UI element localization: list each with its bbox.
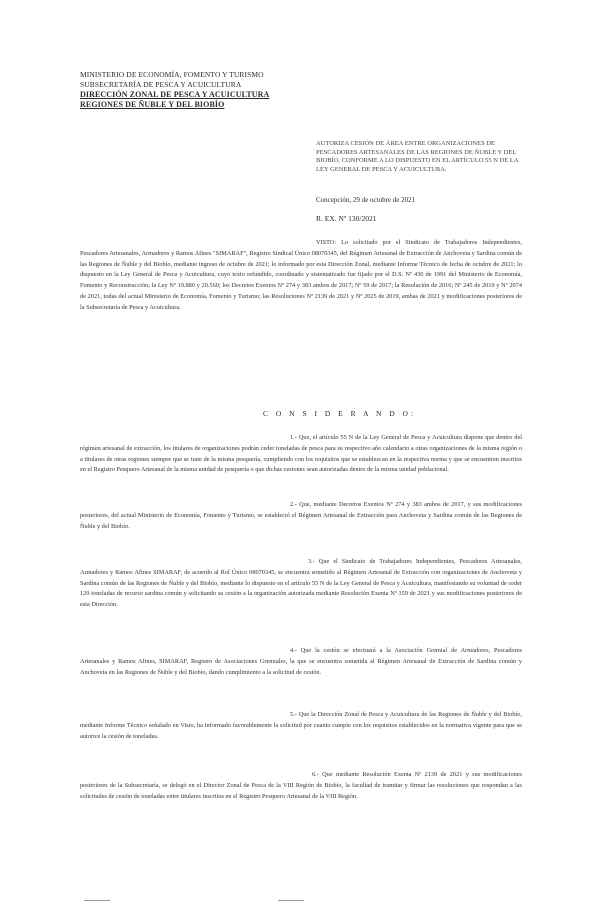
subsecretariat-line: SUBSECRETARÍA DE PESCA Y ACUICULTURA [80, 80, 242, 89]
visto-paragraph: VISTO: Lo solicitado por el Sindicato de Trabajadores Independientes, Pescadores Artesanales, Armadores y Ramos Afines "SIMARAF", Registro Sindical Único 08070345, del Régimen Artesanal de Extracción de Anchoveta y Sardina común de las Regiones de Ñuble y del Biobío, mediante ingreso de octubre de 2021; lo informado por esta Dirección Zonal, mediante Informe Técnico de fecha de octubre de 2021; lo dispuesto en la Ley General de Pesca y Acuicultura, cuyo texto refundido, coordinado y sistematizado fue fijado por el D.S. Nº 430 de 1991 del Ministerio de Economía, Fomento y Reconstrucción; la Ley Nº 19.880 y 20.560; los Decretos Exentos Nº 274 y 383 ambos de 2017; Nº 59 de 2017; la Resolución de 2016; Nº 245 de 2019 y Nº 2074 de 2021, todas del actual Ministerio de Economía, Fomento y Turismo; las Resoluciones Nº 2139 de 2021 y Nº 2025 de 2019, ambas de 2021 y modificaciones posteriores de la Subsecretaría de Pesca y Acuicultura. [80, 239, 522, 311]
footer-mark-center [278, 900, 304, 901]
regions-line: REGIONES DE ÑUBLE Y DEL BIOBÍO [80, 100, 225, 109]
letterhead [80, 70, 310, 113]
ministry-line: MINISTERIO DE ECONOMÍA, FOMENTO Y TURISMO [80, 70, 264, 79]
considerando-paragraph-1: 1.- Que, el artículo 55 N de la Ley General de Pesca y Acuicultura dispone que dentro del régimen artesanal de extracción, los titulares de organizaciones podrán ceder toneladas de pesca para su respectivo año calendario a otras organizaciones de la misma región o a titulares de otras regiones siempre que se trate de la misma pesquería, cumpliendo con los requisitos que se establezcan en la respectiva norma y que se encuentren inscritos en el Registro Pesquero Artesanal de la misma unidad de pesquería o que dichas cesiones sean autorizadas dentro de la misma unidad poblacional. [80, 434, 522, 474]
considerando-paragraph-5: 5.- Que la Dirección Zonal de Pesca y Acuicultura de las Regiones de Ñuble y del Biobío, mediante Informe Técnico señalado en Visto, ha informado favorablemente la solicitud por cuanto cumple con los requisitos establecidos en la normativa vigente para que se autorice la cesión de toneladas. [80, 711, 522, 740]
zonal-direction-line: DIRECCIÓN ZONAL DE PESCA Y ACUICULTURA [80, 90, 270, 99]
considerando-paragraph-6: 6.- Que mediante Resolución Exenta Nº 2139 de 2021 y sus modificaciones posteriores de la Subsecretaría, se delegó en el Director Zonal de Pesca de la VIII Región de Biobío, la facultad de tramitar y firmar las resoluciones que respondan a las solicitudes de cesión de toneladas entre titulares inscritos en el Registro Pesquero Artesanal de la VIII Región. [80, 771, 522, 800]
considerando-paragraph-3: 3.- Que el Sindicato de Trabajadores Independientes, Pescadores Artesanales, Armadores y Ramos Afines SIMARAF, de acuerdo al Rol Único 08070345, se encuentra sometido al Régimen Artesanal de Extracción con organizaciones de Anchoveta y Sardina común de las Regiones de Ñuble y del Biobío, mediante lo dispuesto en el artículo 55 N de la Ley General de Pesca y Acuicultura, manifestando su voluntad de ceder 129 toneladas de recurso sardina común y solicitando su cesión a la organización autorizada mediante Resolución Exenta Nº 359 de 2021 y sus modificaciones posteriores de esta Dirección. [80, 558, 522, 609]
footer-mark-left [84, 900, 110, 901]
reference-summary: AUTORIZA CESIÓN DE ÁREA ENTRE ORGANIZACIONES DE PESCADORES ARTESANALES DE LAS REGIONES DE ÑUBLE Y DEL BIOBÍO, CONFORME A LO DISPUESTO EN EL ARTÍCULO 55 N DE LA LEY GENERAL DE PESCA Y ACUICULTURA. [316, 140, 519, 173]
place-date: Concepción, 29 de octubre de 2021 [316, 196, 416, 204]
resolution-number: R. EX. Nº 130/2021 [316, 214, 377, 223]
considerando-paragraph-2: 2.- Que, mediante Decretos Exentos Nº 274 y 383 ambos de 2017, y sus modificaciones posteriores, del actual Ministerio de Economía, Fomento y Turismo, se estableció el Régimen Artesanal de Extracción para Anchoveta y Sardina común de las Regiones de Ñuble y del Biobío. [80, 501, 522, 530]
considerando-heading: C O N S I D E R A N D O: [263, 409, 417, 418]
considerando-paragraph-4: 4.- Que la cesión se efectuará a la Asociación Gremial de Armadores, Pescadores Artesanales y Ramos Afines, SIMARAF, Registro de Asociaciones Gremiales, la que se encuentra sometida al Régimen Artesanal de Extracción de Sardina común y Anchoveta en las Regiones de Ñuble y del Biobío, dando cumplimiento a la solicitud de cesión. [80, 647, 522, 676]
